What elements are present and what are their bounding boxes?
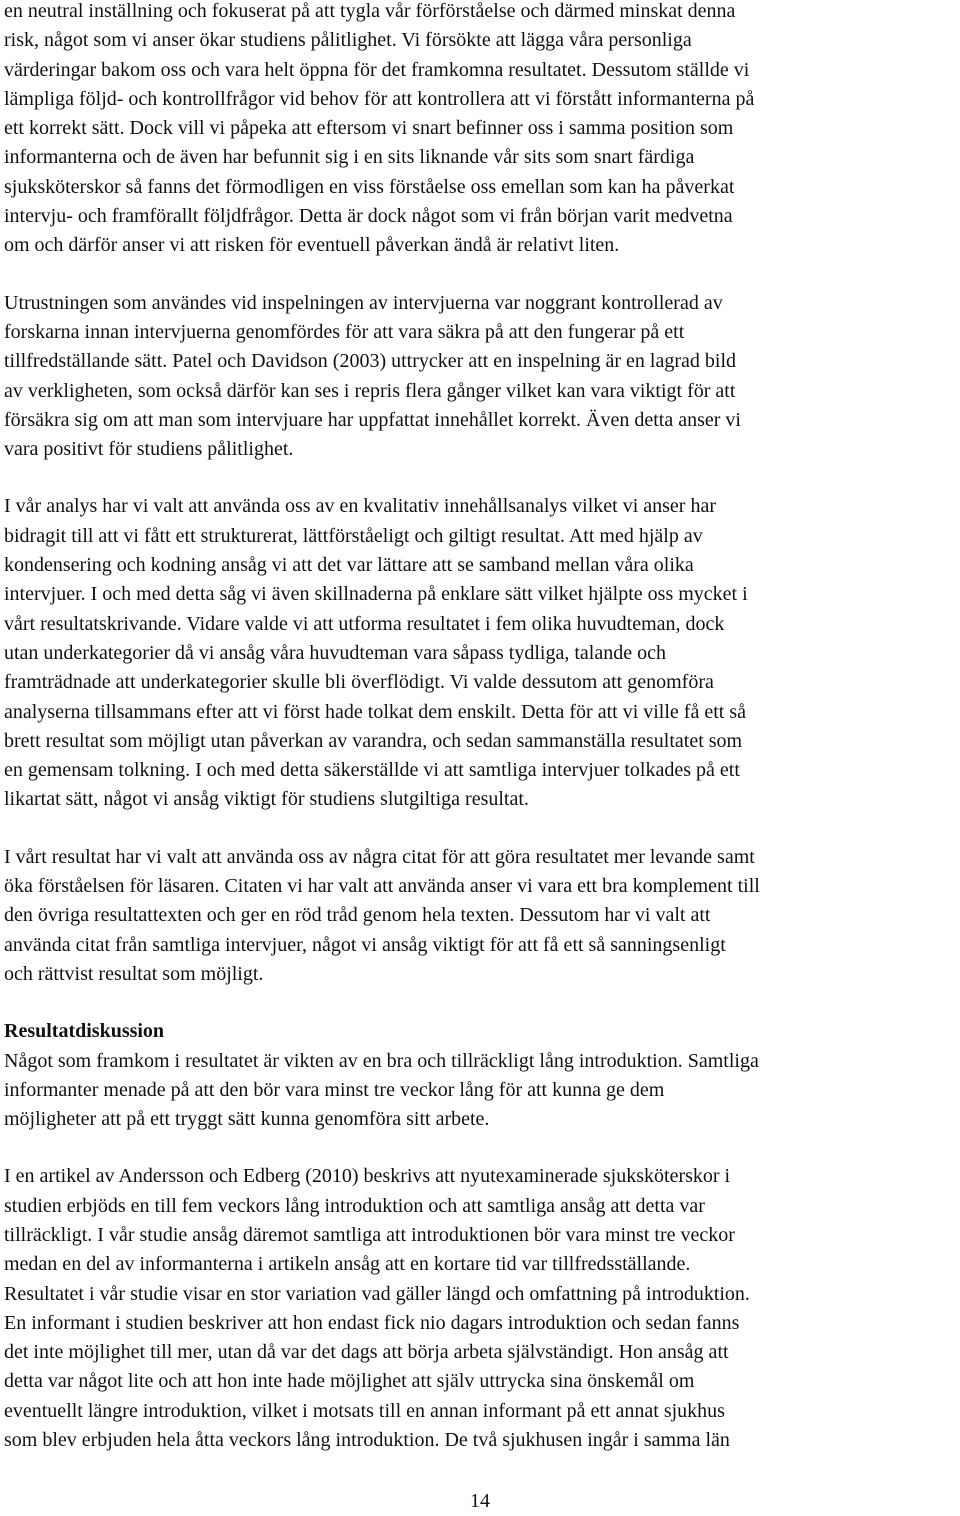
text-line: öka förståelsen för läsaren. Citaten vi har valt att använda anser vi vara ett bra komplement till	[4, 875, 760, 898]
text-line: bidragit till att vi fått ett strukturerat, lättförståeligt och giltigt resultat. Att med hjälp av	[4, 524, 703, 547]
text-line: detta var något lite och att hon inte hade möjlighet att själv uttrycka sina önskemål om	[4, 1370, 695, 1393]
paragraph-quotes	[4, 843, 958, 989]
text-line: Utrustningen som användes vid inspelningen av intervjuerna var noggrant kontrollerad av	[4, 291, 723, 314]
paragraph-gap	[4, 989, 958, 1017]
text-line: möjligheter att på ett tryggt sätt kunna genomföra sitt arbete.	[4, 1108, 490, 1131]
text-line: använda citat från samtliga intervjuer, något vi ansåg viktigt för att få ett så sanningsenligt	[4, 933, 726, 956]
text-line: analyserna tillsammans efter att vi först hade tolkat dem enskilt. Detta för att vi ville få ett så	[4, 700, 746, 723]
text-line: intervju- och framförallt följdfrågor. Detta är dock något som vi från början varit medvetna	[4, 205, 733, 228]
text-line: försäkra sig om att man som intervjuare har uppfattat innehållet korrekt. Även detta anser vi	[4, 408, 741, 431]
text-line: det inte möjlighet till mer, utan då var det dags att börja arbeta självständigt. Hon ansåg att	[4, 1341, 729, 1364]
paragraph-article	[4, 1162, 958, 1455]
paragraph-reliability	[4, 0, 958, 261]
text-line: om och därför anser vi att risken för eventuell påverkan ändå är relativt liten.	[4, 234, 620, 257]
text-line: risk, något som vi anser ökar studiens pålitlighet. Vi försökte att lägga våra personliga	[4, 29, 692, 52]
paragraph-gap	[4, 261, 958, 289]
text-line: vara positivt för studiens pålitlighet.	[4, 438, 294, 461]
text-line: utan underkategorier då vi ansåg våra huvudteman vara såpass tydliga, talande och	[4, 641, 666, 664]
text-line: eventuellt längre introduktion, vilket i motsats till en annan informant på ett annat sjukhus	[4, 1399, 725, 1422]
text-line: tillfredställande sätt. Patel och Davidson (2003) uttrycker att en inspelning är en lagrad bild	[4, 350, 737, 373]
paragraph-equipment	[4, 289, 958, 465]
text-line: en gemensam tolkning. I och med detta säkerställde vi att samtliga intervjuer tolkades på ett	[4, 759, 740, 782]
text-line: kondensering och kodning ansåg vi att det var lättare att se samband mellan våra olika	[4, 554, 694, 577]
paragraph-gap	[4, 464, 958, 492]
text-line: Resultatet i vår studie visar en stor variation vad gäller längd och omfattning på introduktion.	[4, 1282, 750, 1305]
page-number: 14	[470, 1490, 490, 1512]
document-page	[4, 0, 958, 1455]
text-line: brett resultat som möjligt utan påverkan av varandra, och sedan sammanställa resultatet som	[4, 729, 743, 752]
text-line: I en artikel av Andersson och Edberg (2010) beskrivs att nyutexaminerade sjuksköterskor i	[4, 1165, 731, 1188]
text-line: likartat sätt, något vi ansåg viktigt för studiens slutgiltiga resultat.	[4, 788, 529, 811]
text-line: I vår analys har vi valt att använda oss av en kvalitativ innehållsanalys vilket vi anser har	[4, 495, 716, 518]
paragraph-result-discussion	[4, 1017, 958, 1134]
text-line: Något som framkom i resultatet är vikten av en bra och tillräckligt lång introduktion. Samtliga	[4, 1049, 759, 1072]
text-line: ett korrekt sätt. Dock vill vi påpeka att eftersom vi snart befinner oss i samma position som	[4, 117, 734, 140]
text-line: den övriga resultattexten och ger en röd tråd genom hela texten. Dessutom har vi valt att	[4, 904, 711, 927]
text-line: lämpliga följd- och kontrollfrågor vid behov för att kontrollera att vi förstått informanterna på	[4, 87, 755, 110]
text-line: av verkligheten, som också därför kan ses i repris flera gånger vilket kan vara viktigt för att	[4, 379, 736, 402]
text-line: en neutral inställning och fokuserat på att tygla vår förförståelse och därmed minskat denna	[4, 0, 736, 22]
text-line: informanterna och de även har befunnit sig i en sits liknande vår sits som snart färdiga	[4, 146, 695, 169]
text-line: som blev erbjuden hela åtta veckors lång introduktion. De två sjukhusen ingår i samma län	[4, 1429, 730, 1452]
text-line: I vårt resultat har vi valt att använda oss av några citat för att göra resultatet mer levande samt	[4, 845, 755, 868]
text-line: och rättvist resultat som möjligt.	[4, 962, 264, 985]
paragraph-gap	[4, 815, 958, 843]
text-line: medan en del av informanterna i artikeln ansåg att en kortare tid var tillfredsställande.	[4, 1253, 691, 1276]
section-heading: Resultatdiskussion	[4, 1020, 165, 1043]
text-line: forskarna innan intervjuerna genomfördes för att vara säkra på att den fungerar på ett	[4, 320, 685, 343]
text-line: tillräckligt. I vår studie ansåg däremot samtliga att introduktionen bör vara minst tre veckor	[4, 1223, 735, 1246]
text-line: framträdnade att underkategorier skulle bli överflödigt. Vi valde dessutom att genomföra	[4, 671, 714, 694]
paragraph-gap	[4, 1134, 958, 1162]
paragraph-analysis	[4, 492, 958, 814]
text-line: intervjuer. I och med detta såg vi även skillnaderna på enklare sätt vilket hjälpte oss mycket i	[4, 583, 748, 606]
text-line: sjuksköterskor så fanns det förmodligen en viss förståelse oss emellan som kan ha påverkat	[4, 175, 735, 198]
text-line: studien erbjöds en till fem veckors lång introduktion och att samtliga ansåg att detta var	[4, 1194, 705, 1217]
text-line: vårt resultatskrivande. Vidare valde vi att utforma resultatet i fem olika huvudteman, dock	[4, 612, 725, 635]
text-line: värderingar bakom oss och vara helt öppna för det framkomna resultatet. Dessutom ställde vi	[4, 58, 750, 81]
text-line: En informant i studien beskriver att hon endast fick nio dagars introduktion och sedan fanns	[4, 1311, 740, 1334]
text-line: informanter menade på att den bör vara minst tre veckor lång för att kunna ge dem	[4, 1078, 665, 1101]
